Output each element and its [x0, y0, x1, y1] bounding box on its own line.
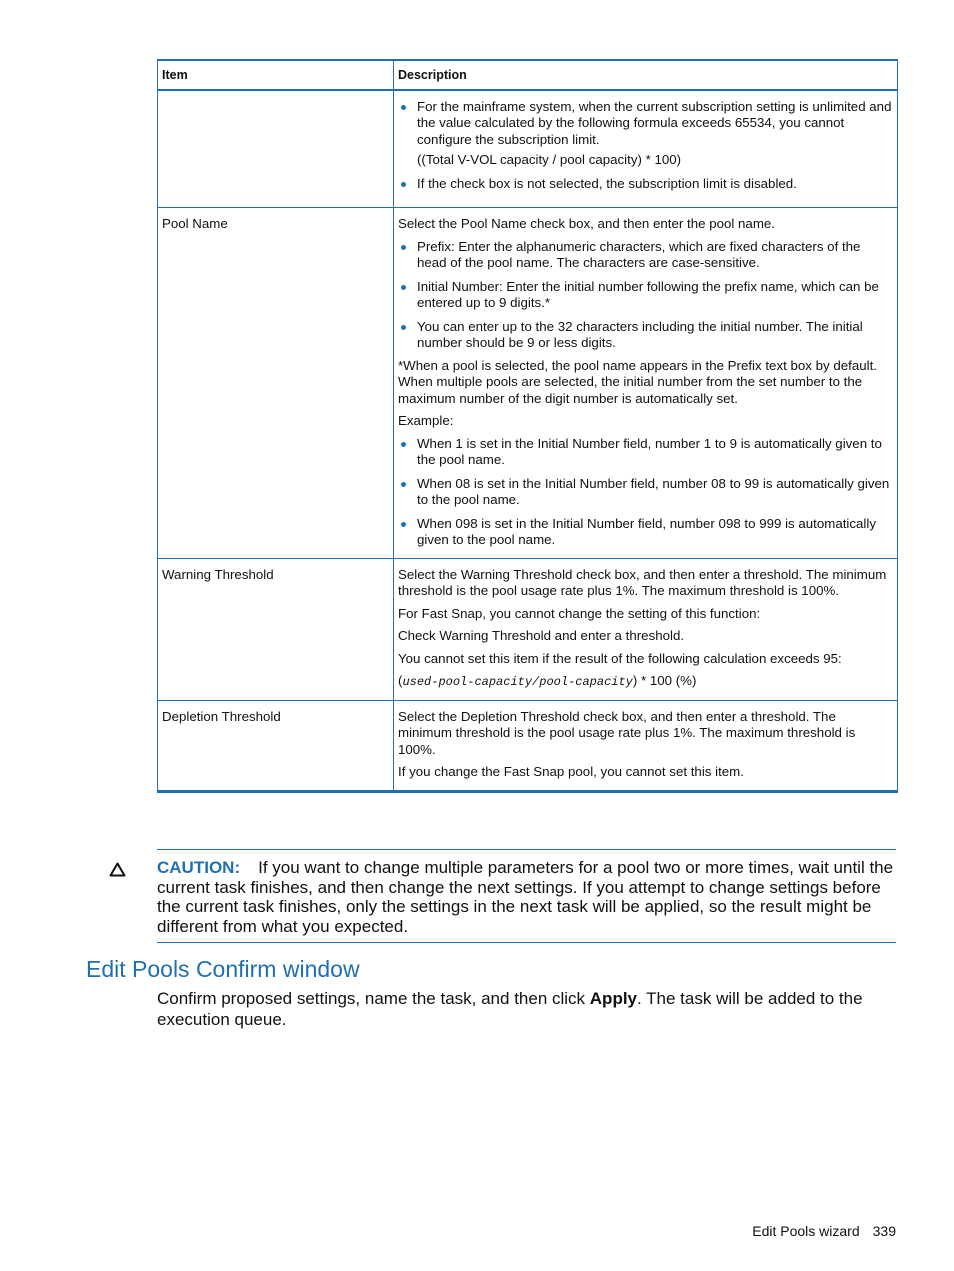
bullet-list: [398, 239, 892, 352]
table-row: [158, 700, 898, 791]
paragraph: If you change the Fast Snap pool, you cannot set this item.: [398, 764, 744, 779]
formula-code: used-pool-capacity/pool-capacity: [402, 675, 633, 689]
intro-text-after: . The task will be added to the execution queue.: [157, 989, 863, 1029]
list-item: For the mainframe system, when the current subscription setting is unlimited and the value calculated by the following formula exceeds 65534, you cannot configure the subscription limit.: [398, 99, 892, 149]
row-description: [394, 700, 898, 791]
list-item: When 098 is set in the Initial Number field, number 098 to 999 is automatically given to the pool name.: [398, 516, 892, 549]
list-item: Prefix: Enter the alphanumeric characters, which are fixed characters of the head of the pool name. The characters are case-sensitive.: [398, 239, 892, 272]
row-item-name: Pool Name: [158, 208, 394, 559]
apply-keyword: Apply: [589, 989, 638, 1008]
formula-rest: ) * 100 (%): [632, 673, 697, 688]
list-item: Initial Number: Enter the initial number following the prefix name, which can be entered up to 9 digits.*: [398, 279, 892, 312]
list-item: You can enter up to the 32 characters including the initial number. The initial number should be 9 or less digits.: [398, 319, 892, 352]
caution-triangle-icon: [109, 862, 126, 877]
row-item-name: Depletion Threshold: [158, 700, 394, 791]
parameter-table: [157, 59, 897, 793]
paragraph: Select the Pool Name check box, and then enter the pool name.: [398, 216, 775, 231]
list-item: If the check box is not selected, the subscription limit is disabled.: [398, 176, 892, 193]
footer-title: Edit Pools wizard: [752, 1223, 860, 1239]
row-item-name: Warning Threshold: [158, 558, 394, 700]
example-list: [398, 436, 892, 549]
table-header-row: [158, 60, 898, 90]
parameter-table-grid: [157, 59, 898, 793]
formula-open: (: [398, 673, 403, 688]
page-number: 339: [872, 1223, 896, 1239]
header-item: Item: [158, 60, 394, 90]
paragraph: Select the Depletion Threshold check box, and then enter a threshold. The minimum threshold is the pool usage rate plus 1%. The maximum threshold is 100%.: [398, 708, 856, 757]
caution-text: If you want to change multiple parameters for a pool two or more times, wait until the current task finishes, and then change the next settings. If you attempt to change settings before the current task finishes, only the settings in the next task will be applied, so the result might be different from what you expected.: [157, 858, 894, 936]
list-item: When 1 is set in the Initial Number field, number 1 to 9 is automatically given to the pool name.: [398, 436, 892, 469]
section-title: Edit Pools Confirm window: [86, 956, 360, 982]
row-description: [394, 90, 898, 208]
table-row: [158, 208, 898, 559]
table-row: [158, 90, 898, 208]
paragraph: For Fast Snap, you cannot change the setting of this function:: [398, 605, 761, 621]
list-item: When 08 is set in the Initial Number field, number 08 to 99 is automatically given to the pool name.: [398, 476, 892, 509]
bullet-list: [398, 99, 892, 193]
formula: [398, 673, 892, 691]
footnote: *When a pool is selected, the pool name appears in the Prefix text box by default. When multiple pools are selected, the initial number from the set number to the maximum number of the digit number is automatically set.: [398, 357, 877, 406]
header-description: Description: [394, 60, 898, 90]
table-row: [158, 558, 898, 700]
row-item-name: [158, 90, 394, 208]
row-description: [394, 208, 898, 559]
section-intro: [157, 988, 892, 1030]
caution-note: [157, 849, 896, 943]
example-label: Example:: [398, 413, 454, 428]
paragraph: You cannot set this item if the result of the following calculation exceeds 95:: [398, 650, 842, 666]
intro-text-before: Confirm proposed settings, name the task, and then click: [157, 989, 590, 1008]
paragraph: Select the Warning Threshold check box, and then enter a threshold. The minimum threshold is the pool usage rate plus 1%. The maximum threshold is 100%.: [398, 566, 887, 598]
row-description: [394, 558, 898, 700]
paragraph: Check Warning Threshold and enter a threshold.: [398, 628, 685, 643]
caution-label: CAUTION:: [157, 858, 241, 877]
page-footer: [752, 1223, 896, 1239]
formula-text: ((Total V-VOL capacity / pool capacity) * 100): [417, 152, 682, 167]
